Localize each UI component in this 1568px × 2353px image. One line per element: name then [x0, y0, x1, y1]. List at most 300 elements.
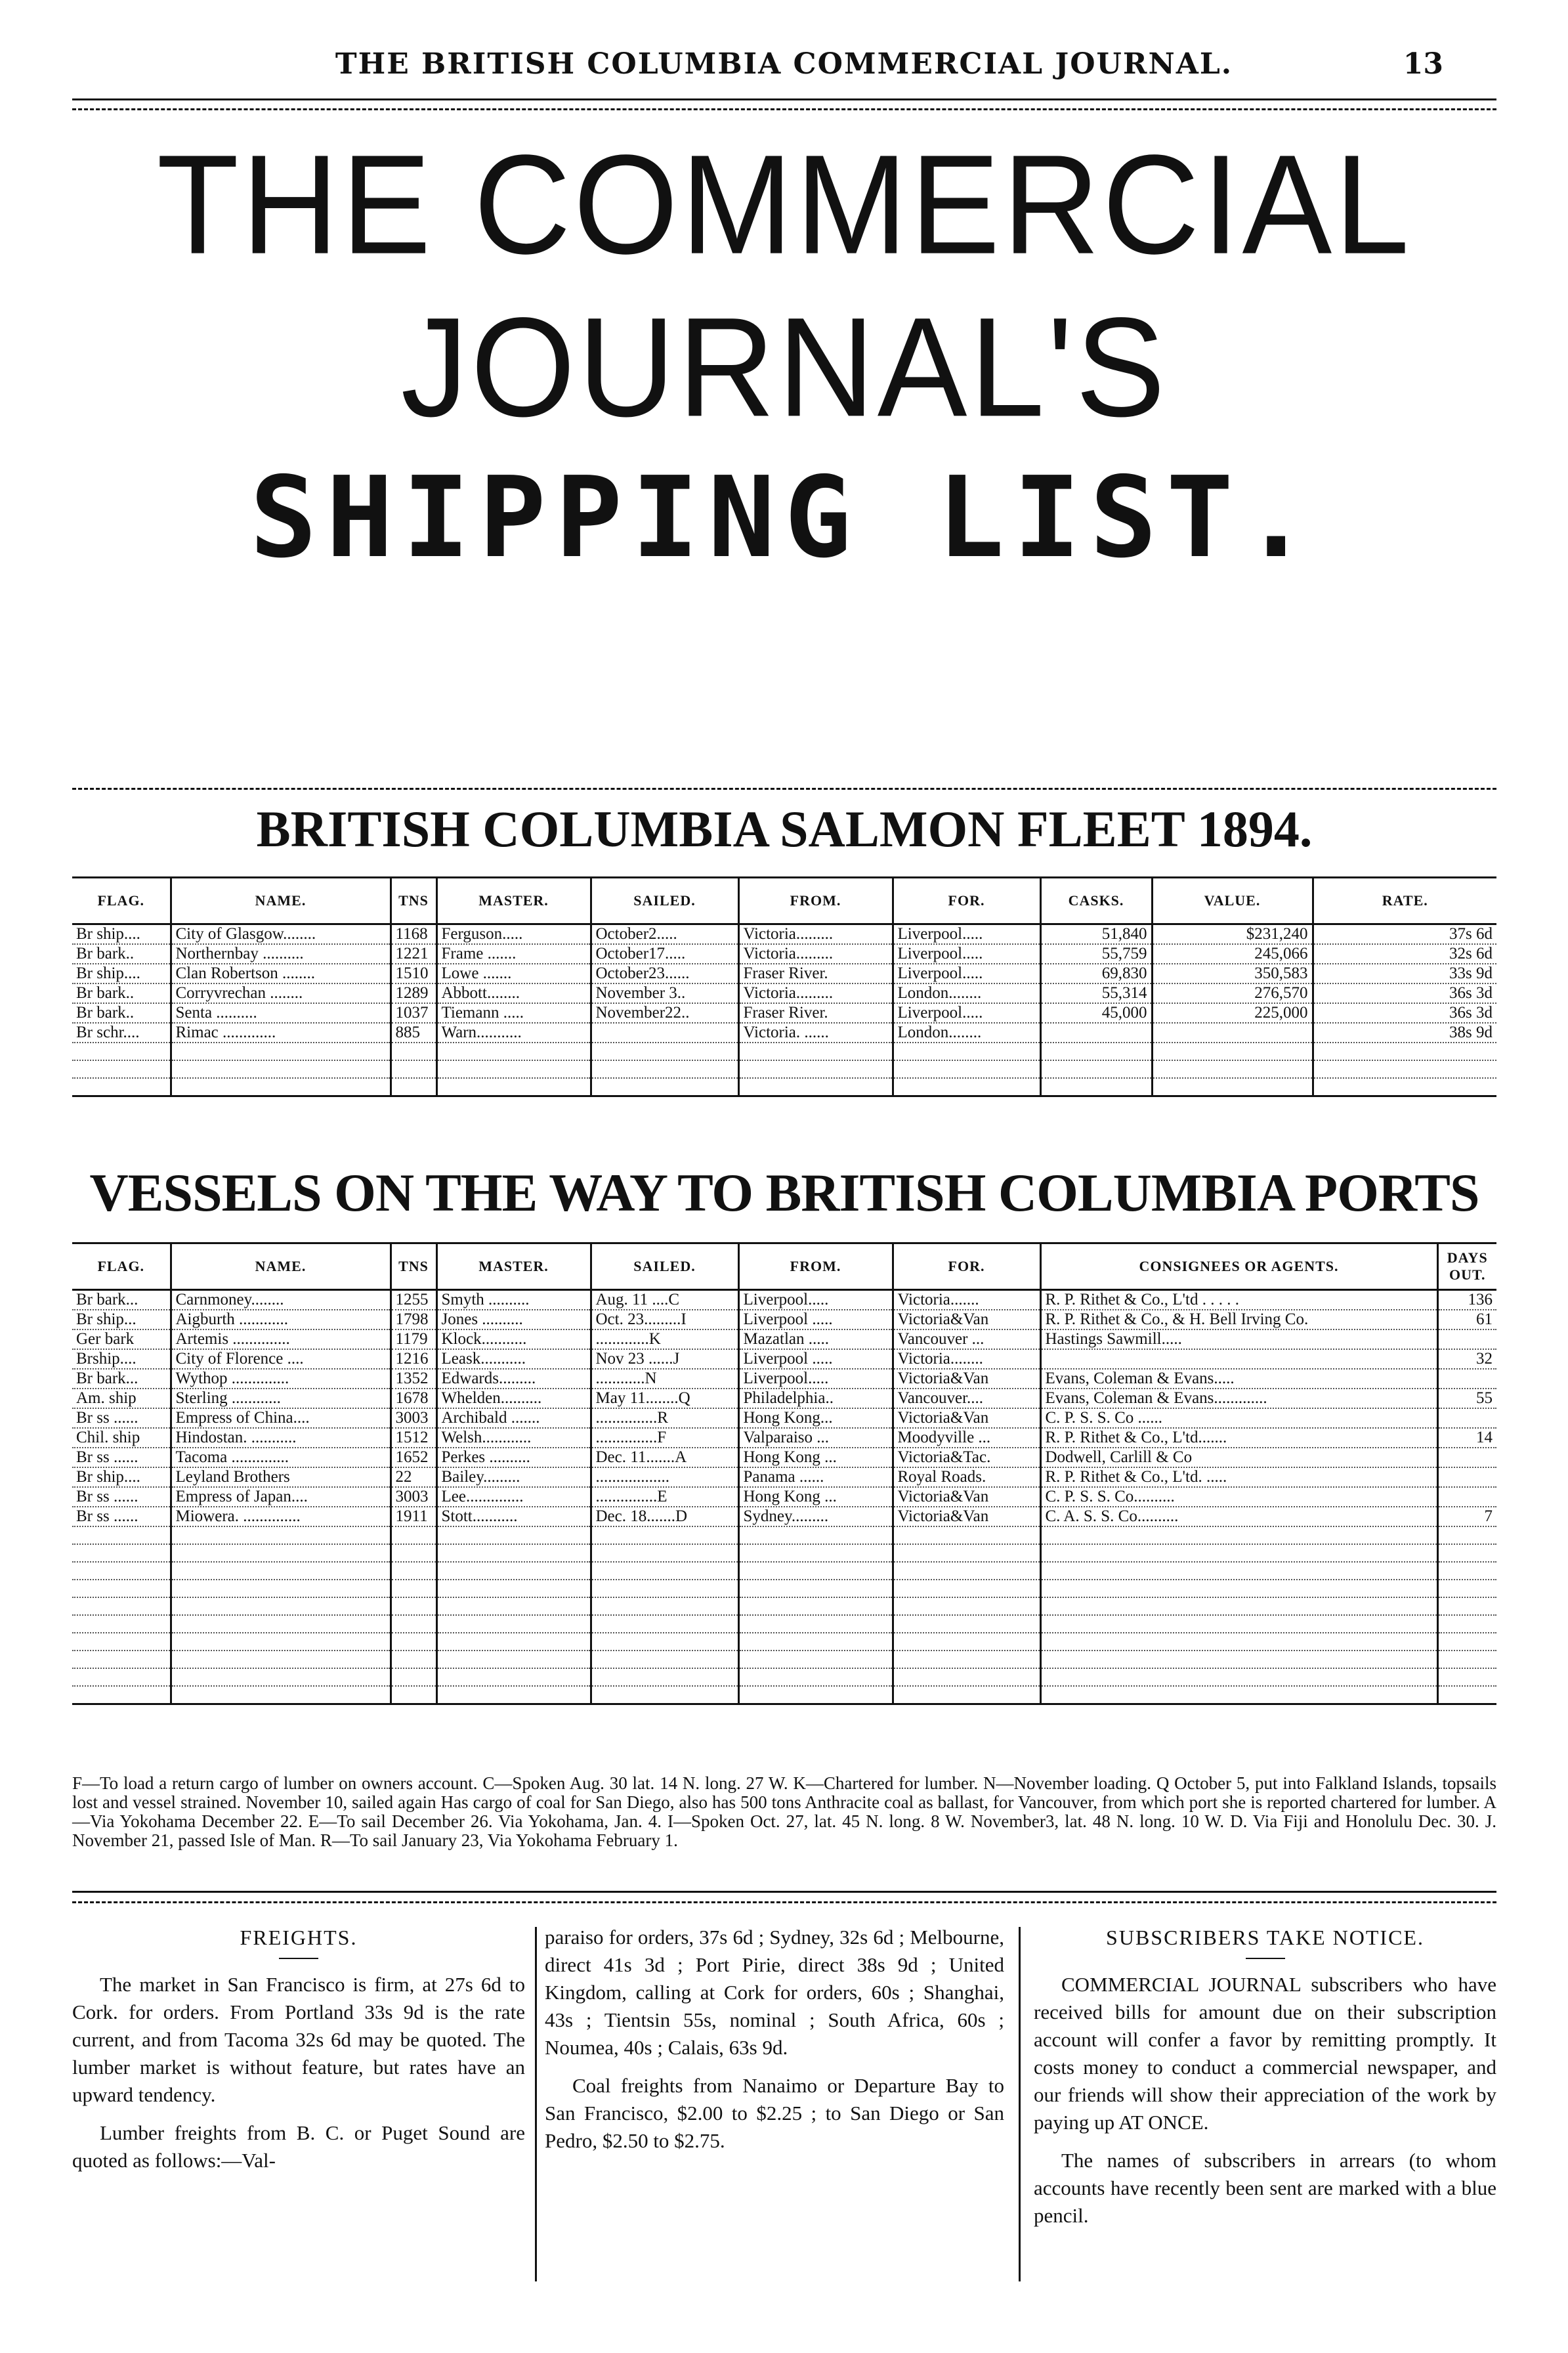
blank-cell [1040, 1544, 1437, 1562]
blank-row [72, 1526, 1496, 1544]
table-cell: Br bark.. [72, 944, 171, 964]
table-cell: Br schr.... [72, 1023, 171, 1043]
table-cell: Smyth .......... [436, 1290, 591, 1310]
table-cell: Br ss ...... [72, 1448, 171, 1467]
table-cell: Am. ship [72, 1389, 171, 1408]
table-cell: Liverpool..... [893, 924, 1040, 945]
table-cell: 32s 6d [1313, 944, 1496, 964]
table-cell: London........ [893, 983, 1040, 1003]
table-cell: R. P. Rithet & Co., & H. Bell Irving Co. [1040, 1310, 1437, 1329]
blank-row [72, 1651, 1496, 1668]
column-header: MASTER. [436, 878, 591, 924]
table-cell: 245,066 [1152, 944, 1313, 964]
column-header: FLAG. [72, 878, 171, 924]
masthead-title: THE COMMERCIAL JOURNAL'S [156, 125, 1412, 446]
blank-cell [738, 1562, 893, 1580]
table-cell: 136 [1437, 1290, 1496, 1310]
table-cell: 1179 [391, 1329, 436, 1349]
table-cell: Dodwell, Carlill & Co [1040, 1448, 1437, 1467]
table-cell: Warn........... [436, 1023, 591, 1043]
blank-row [72, 1562, 1496, 1580]
table-cell: Liverpool..... [893, 964, 1040, 983]
table-cell: 1512 [391, 1428, 436, 1448]
blank-cell [391, 1651, 436, 1668]
blank-cell [391, 1686, 436, 1704]
table-cell: Victoria&Van [893, 1310, 1040, 1329]
table-cell: 1510 [391, 964, 436, 983]
blank-cell [738, 1060, 893, 1078]
blank-row [72, 1633, 1496, 1651]
blank-cell [1040, 1562, 1437, 1580]
table-cell: ...............R [591, 1408, 738, 1428]
blank-cell [171, 1078, 391, 1096]
blank-cell [893, 1633, 1040, 1651]
blank-cell [436, 1562, 591, 1580]
table-cell [1437, 1467, 1496, 1487]
table-row [72, 1329, 1496, 1349]
column-header: TNS [391, 1243, 436, 1290]
table-row [72, 1408, 1496, 1428]
table-cell: Victoria&Van [893, 1507, 1040, 1526]
table-cell: 61 [1437, 1310, 1496, 1329]
blank-cell [893, 1078, 1040, 1096]
blank-cell [72, 1562, 171, 1580]
table-cell: 1678 [391, 1389, 436, 1408]
blank-cell [436, 1060, 591, 1078]
table-cell: November22.. [591, 1003, 738, 1023]
blank-cell [1437, 1633, 1496, 1651]
table-cell: 55,759 [1040, 944, 1152, 964]
table-cell: 1652 [391, 1448, 436, 1467]
table-cell: Br ss ...... [72, 1408, 171, 1428]
footnotes-dash-rule [72, 1901, 1496, 1903]
blank-cell [391, 1668, 436, 1686]
table-cell: Victoria....... [893, 1290, 1040, 1310]
blank-cell [72, 1580, 171, 1597]
blank-cell [436, 1651, 591, 1668]
blank-cell [436, 1686, 591, 1704]
table-cell: City of Florence .... [171, 1349, 391, 1369]
table-cell: 1798 [391, 1310, 436, 1329]
table-cell: London........ [893, 1023, 1040, 1043]
table-cell: 51,840 [1040, 924, 1152, 945]
table-cell: Miowera. .............. [171, 1507, 391, 1526]
blank-row [72, 1686, 1496, 1704]
table-cell: R. P. Rithet & Co., L'td. ..... [1040, 1467, 1437, 1487]
table-cell: 350,583 [1152, 964, 1313, 983]
table-cell: 3003 [391, 1487, 436, 1507]
blank-cell [436, 1544, 591, 1562]
blank-cell [171, 1686, 391, 1704]
column-header: CASKS. [1040, 878, 1152, 924]
table-cell: Moodyville ... [893, 1428, 1040, 1448]
blank-cell [391, 1060, 436, 1078]
blank-cell [893, 1544, 1040, 1562]
blank-cell [893, 1615, 1040, 1633]
blank-cell [1313, 1043, 1496, 1060]
subscribers-heading-rule [1246, 1958, 1285, 1959]
table-row [72, 924, 1496, 945]
blank-row [72, 1615, 1496, 1633]
table-cell: 22 [391, 1467, 436, 1487]
blank-cell [391, 1580, 436, 1597]
blank-cell [391, 1597, 436, 1615]
table-cell: Frame ....... [436, 944, 591, 964]
blank-cell [893, 1668, 1040, 1686]
table-cell: Liverpool ..... [738, 1349, 893, 1369]
freights-heading-rule [279, 1958, 318, 1959]
table-cell: Victoria&Van [893, 1487, 1040, 1507]
table-cell [1437, 1448, 1496, 1467]
table-cell: October17..... [591, 944, 738, 964]
blank-cell [1313, 1060, 1496, 1078]
table-cell: 32 [1437, 1349, 1496, 1369]
table-cell: Victoria. ...... [738, 1023, 893, 1043]
column-header: DAYS OUT. [1437, 1243, 1496, 1290]
column-header: TNS [391, 878, 436, 924]
table-cell: Fraser River. [738, 964, 893, 983]
table-cell: 276,570 [1152, 983, 1313, 1003]
blank-cell [1040, 1526, 1437, 1544]
table-cell: 1216 [391, 1349, 436, 1369]
table-cell: 3003 [391, 1408, 436, 1428]
table-cell: 38s 9d [1313, 1023, 1496, 1043]
blank-cell [391, 1043, 436, 1060]
salmon-fleet-title: BRITISH COLUMBIA SALMON FLEET 1894. [256, 800, 1313, 857]
blank-cell [1040, 1078, 1152, 1096]
blank-cell [1437, 1526, 1496, 1544]
blank-cell [1437, 1686, 1496, 1704]
table-cell: Victoria......... [738, 924, 893, 945]
table-cell: Dec. 18.......D [591, 1507, 738, 1526]
table-row [72, 964, 1496, 983]
table-cell: C. A. S. S. Co.......... [1040, 1507, 1437, 1526]
salmon-fleet-table [72, 876, 1496, 1097]
column-header: FOR. [893, 1243, 1040, 1290]
table-cell [1437, 1369, 1496, 1389]
column-header: NAME. [171, 1243, 391, 1290]
column-header: CONSIGNEES OR AGENTS. [1040, 1243, 1437, 1290]
table-cell: 1168 [391, 924, 436, 945]
blank-cell [436, 1633, 591, 1651]
blank-cell [391, 1633, 436, 1651]
blank-cell [1437, 1651, 1496, 1668]
blank-cell [171, 1562, 391, 1580]
table-cell: Br ship.... [72, 964, 171, 983]
table-cell: Br ship.... [72, 1467, 171, 1487]
blank-cell [72, 1615, 171, 1633]
blank-cell [1040, 1686, 1437, 1704]
table-cell: Klock........... [436, 1329, 591, 1349]
table-cell: Hong Kong ... [738, 1487, 893, 1507]
blank-cell [1437, 1615, 1496, 1633]
blank-row [72, 1668, 1496, 1686]
table-cell: 225,000 [1152, 1003, 1313, 1023]
blank-cell [1040, 1668, 1437, 1686]
column-header: RATE. [1313, 878, 1496, 924]
blank-cell [72, 1060, 171, 1078]
table-cell: 1037 [391, 1003, 436, 1023]
blank-cell [591, 1686, 738, 1704]
table-cell: Chil. ship [72, 1428, 171, 1448]
blank-cell [738, 1597, 893, 1615]
freights-paragraph-4: Coal freights from Nanaimo or Departure Bay to San Francisco, $2.00 to $2.25 ; to San Diego or San Pedro, $2.50 to $2.75. [545, 2074, 1004, 2152]
blank-row [72, 1078, 1496, 1096]
table-cell: Liverpool..... [738, 1369, 893, 1389]
blank-cell [893, 1651, 1040, 1668]
table-cell: Rimac ............. [171, 1023, 391, 1043]
table-cell: Ger bark [72, 1329, 171, 1349]
table-cell: Corryvrechan ........ [171, 983, 391, 1003]
table-cell: Victoria&Tac. [893, 1448, 1040, 1467]
table-cell: Tacoma .............. [171, 1448, 391, 1467]
table-cell [1437, 1329, 1496, 1349]
subscribers-column [1034, 1924, 1496, 2240]
blank-cell [72, 1078, 171, 1096]
table-cell: Fraser River. [738, 1003, 893, 1023]
blank-cell [893, 1043, 1040, 1060]
blank-cell [391, 1078, 436, 1096]
table-cell: Br bark.. [72, 983, 171, 1003]
column-header: VALUE. [1152, 878, 1313, 924]
table-cell: Empress of Japan.... [171, 1487, 391, 1507]
table-cell: Evans, Coleman & Evans..... [1040, 1369, 1437, 1389]
table-cell: Br ship.... [72, 924, 171, 945]
blank-cell [893, 1597, 1040, 1615]
table-cell: Victoria&Van [893, 1408, 1040, 1428]
blank-cell [436, 1580, 591, 1597]
blank-cell [1040, 1060, 1152, 1078]
blank-cell [738, 1078, 893, 1096]
table-cell: 69,830 [1040, 964, 1152, 983]
blank-cell [171, 1633, 391, 1651]
blank-cell [738, 1668, 893, 1686]
table-row [72, 1467, 1496, 1487]
blank-cell [1040, 1651, 1437, 1668]
blank-cell [1040, 1043, 1152, 1060]
freights-continued-column [545, 1924, 1004, 2165]
table-cell: 1255 [391, 1290, 436, 1310]
table-cell: ...............E [591, 1487, 738, 1507]
table-cell: 33s 9d [1313, 964, 1496, 983]
blank-cell [738, 1615, 893, 1633]
blank-row [72, 1060, 1496, 1078]
blank-cell [591, 1580, 738, 1597]
blank-cell [738, 1526, 893, 1544]
table-row [72, 1349, 1496, 1369]
column-header: FROM. [738, 878, 893, 924]
table-row [72, 1448, 1496, 1467]
table-cell: Wythop .............. [171, 1369, 391, 1389]
blank-cell [1437, 1544, 1496, 1562]
blank-cell [591, 1060, 738, 1078]
blank-cell [171, 1043, 391, 1060]
table-cell: Ferguson..... [436, 924, 591, 945]
freights-paragraph-1: The market in San Francisco is firm, at 27s 6d to Cork. for orders. From Portland 33s 9d is the rate current, and from Tacoma 32s 6d may be quoted. The lumber market is without feature, but rates have an upward tendency. [72, 1973, 525, 2106]
table-cell: 14 [1437, 1428, 1496, 1448]
blank-cell [171, 1580, 391, 1597]
blank-cell [171, 1668, 391, 1686]
table-cell: Valparaiso ... [738, 1428, 893, 1448]
blank-cell [893, 1562, 1040, 1580]
table-cell: Stott........... [436, 1507, 591, 1526]
freights-heading: FREIGHTS. [240, 1926, 358, 1949]
table-cell: ...............F [591, 1428, 738, 1448]
table-cell: $231,240 [1152, 924, 1313, 945]
freights-paragraph-3: paraiso for orders, 37s 6d ; Sydney, 32s 6d ; Melbourne, direct 41s 3d ; Port Pirie, direct 38s 9d ; United Kingdom, calling at Cork for orders, 60s ; Shanghai, 43s ; Tientsin 55s, nominal ; South Africa, 60s ; Noumea, 40s ; Calais, 63s 9d. [545, 1926, 1004, 2059]
blank-cell [171, 1544, 391, 1562]
masthead-subtitle: SHIPPING LIST. [249, 453, 1319, 583]
blank-cell [1437, 1668, 1496, 1686]
table-cell: Edwards......... [436, 1369, 591, 1389]
column-divider-left [535, 1927, 537, 2281]
table-cell: Artemis .............. [171, 1329, 391, 1349]
blank-cell [591, 1562, 738, 1580]
blank-cell [738, 1686, 893, 1704]
table-row [72, 944, 1496, 964]
table-cell: C. P. S. S. Co.......... [1040, 1487, 1437, 1507]
table-cell: Northernbay .......... [171, 944, 391, 964]
table-row [72, 1487, 1496, 1507]
subscribers-paragraph-1: COMMERCIAL JOURNAL subscribers who have received bills for amount due on their subscription account will confer a favor by remitting promptly. It costs money to conduct a commercial newspaper, and our friends will show their appreciation of the work by paying up AT ONCE. [1034, 1973, 1496, 2134]
blank-cell [591, 1615, 738, 1633]
blank-cell [72, 1526, 171, 1544]
table-cell: Liverpool..... [738, 1290, 893, 1310]
blank-cell [72, 1686, 171, 1704]
table-row [72, 1310, 1496, 1329]
blank-cell [1437, 1580, 1496, 1597]
table-cell: 37s 6d [1313, 924, 1496, 945]
vessels-title: VESSELS ON THE WAY TO BRITISH COLUMBIA PORTS [89, 1163, 1479, 1222]
table-cell: Brship.... [72, 1349, 171, 1369]
blank-cell [1040, 1633, 1437, 1651]
table-cell: Mazatlan ..... [738, 1329, 893, 1349]
table-row [72, 1428, 1496, 1448]
table-row [72, 983, 1496, 1003]
footnotes: F—To load a return cargo of lumber on owners account. C—Spoken Aug. 30 lat. 14 N. long. 27 W. K—Chartered for lumber. N—November loading. Q October 5, put into Falkland Islands, topsails lost and vessel strained. November 10, sailed again Has cargo of coal for San Diego, also has 500 tons Anthracite coal as ballast, for Vancouver, from which port she is reported chartered for lumber. A—Via Yokohama December 22. E—To sail December 26. Via Yokohama, Jan. 4. I—Spoken Oct. 27, lat. 45 N. long. 8 W. November3, lat. 48 N. long. 10 W. D. Via Fiji and Honolulu Dec. 30. J. November 21, passed Isle of Man. R—To sail January 23, Via Yokohama February 1. [72, 1773, 1496, 1850]
table-cell: 1221 [391, 944, 436, 964]
table-cell: Jones .......... [436, 1310, 591, 1329]
table-cell: October2..... [591, 924, 738, 945]
blank-cell [1437, 1597, 1496, 1615]
table-cell: .................. [591, 1467, 738, 1487]
table-cell [1040, 1349, 1437, 1369]
blank-cell [591, 1633, 738, 1651]
header-dash-rule [72, 108, 1496, 110]
blank-cell [1152, 1060, 1313, 1078]
table-cell: Br ship... [72, 1310, 171, 1329]
blank-cell [738, 1544, 893, 1562]
column-header: SAILED. [591, 1243, 738, 1290]
table-cell: Bailey......... [436, 1467, 591, 1487]
blank-cell [391, 1544, 436, 1562]
blank-cell [738, 1633, 893, 1651]
table-cell: Hong Kong... [738, 1408, 893, 1428]
table-cell: R. P. Rithet & Co., L'td . . . . . [1040, 1290, 1437, 1310]
table-cell: 1911 [391, 1507, 436, 1526]
table-cell: Empress of China.... [171, 1408, 391, 1428]
blank-cell [436, 1597, 591, 1615]
table-cell: Philadelphia.. [738, 1389, 893, 1408]
column-header: NAME. [171, 878, 391, 924]
table-cell: Dec. 11.......A [591, 1448, 738, 1467]
page-number: 13 [1403, 47, 1443, 81]
table-cell: Lee.............. [436, 1487, 591, 1507]
column-header: MASTER. [436, 1243, 591, 1290]
table-cell: November 3.. [591, 983, 738, 1003]
table-cell: 45,000 [1040, 1003, 1152, 1023]
table-cell: Br bark... [72, 1290, 171, 1310]
blank-cell [436, 1043, 591, 1060]
table-cell [1152, 1023, 1313, 1043]
footnotes-rule [72, 1891, 1496, 1893]
blank-cell [171, 1060, 391, 1078]
blank-cell [738, 1043, 893, 1060]
blank-cell [436, 1615, 591, 1633]
table-cell: 1289 [391, 983, 436, 1003]
column-header: FROM. [738, 1243, 893, 1290]
table-cell: Perkes .......... [436, 1448, 591, 1467]
blank-cell [72, 1597, 171, 1615]
table-row [72, 1023, 1496, 1043]
blank-cell [171, 1615, 391, 1633]
table-cell: Sydney......... [738, 1507, 893, 1526]
table-cell: .............K [591, 1329, 738, 1349]
table-cell: Welsh............ [436, 1428, 591, 1448]
blank-cell [72, 1043, 171, 1060]
table-cell [1040, 1023, 1152, 1043]
table-cell: 7 [1437, 1507, 1496, 1526]
blank-cell [1040, 1580, 1437, 1597]
blank-cell [1040, 1615, 1437, 1633]
column-header: FOR. [893, 878, 1040, 924]
table-cell: City of Glasgow........ [171, 924, 391, 945]
blank-cell [1313, 1078, 1496, 1096]
table-cell: Sterling ............ [171, 1389, 391, 1408]
table-cell: Br ss ...... [72, 1507, 171, 1526]
blank-cell [171, 1651, 391, 1668]
table-cell: October23...... [591, 964, 738, 983]
blank-cell [72, 1651, 171, 1668]
table-cell [591, 1023, 738, 1043]
blank-cell [391, 1562, 436, 1580]
salmon-top-rule [72, 788, 1496, 790]
table-cell: 36s 3d [1313, 1003, 1496, 1023]
blank-cell [72, 1633, 171, 1651]
column-header: FLAG. [72, 1243, 171, 1290]
table-cell: 55 [1437, 1389, 1496, 1408]
table-cell: Carnmoney........ [171, 1290, 391, 1310]
column-divider-right [1019, 1927, 1021, 2281]
blank-cell [893, 1060, 1040, 1078]
freights-paragraph-2: Lumber freights from B. C. or Puget Sound are quoted as follows:—Val- [72, 2121, 525, 2172]
blank-cell [171, 1597, 391, 1615]
blank-cell [72, 1668, 171, 1686]
blank-cell [436, 1078, 591, 1096]
blank-cell [391, 1526, 436, 1544]
table-row [72, 1369, 1496, 1389]
blank-cell [893, 1580, 1040, 1597]
table-cell: Victoria........ [893, 1349, 1040, 1369]
blank-cell [893, 1526, 1040, 1544]
blank-cell [391, 1615, 436, 1633]
table-cell: Aug. 11 ....C [591, 1290, 738, 1310]
table-cell: Vancouver ... [893, 1329, 1040, 1349]
running-title: THE BRITISH COLUMBIA COMMERCIAL JOURNAL. [335, 47, 1233, 81]
table-cell: Victoria&Van [893, 1369, 1040, 1389]
table-cell: Tiemann ..... [436, 1003, 591, 1023]
blank-cell [1152, 1043, 1313, 1060]
